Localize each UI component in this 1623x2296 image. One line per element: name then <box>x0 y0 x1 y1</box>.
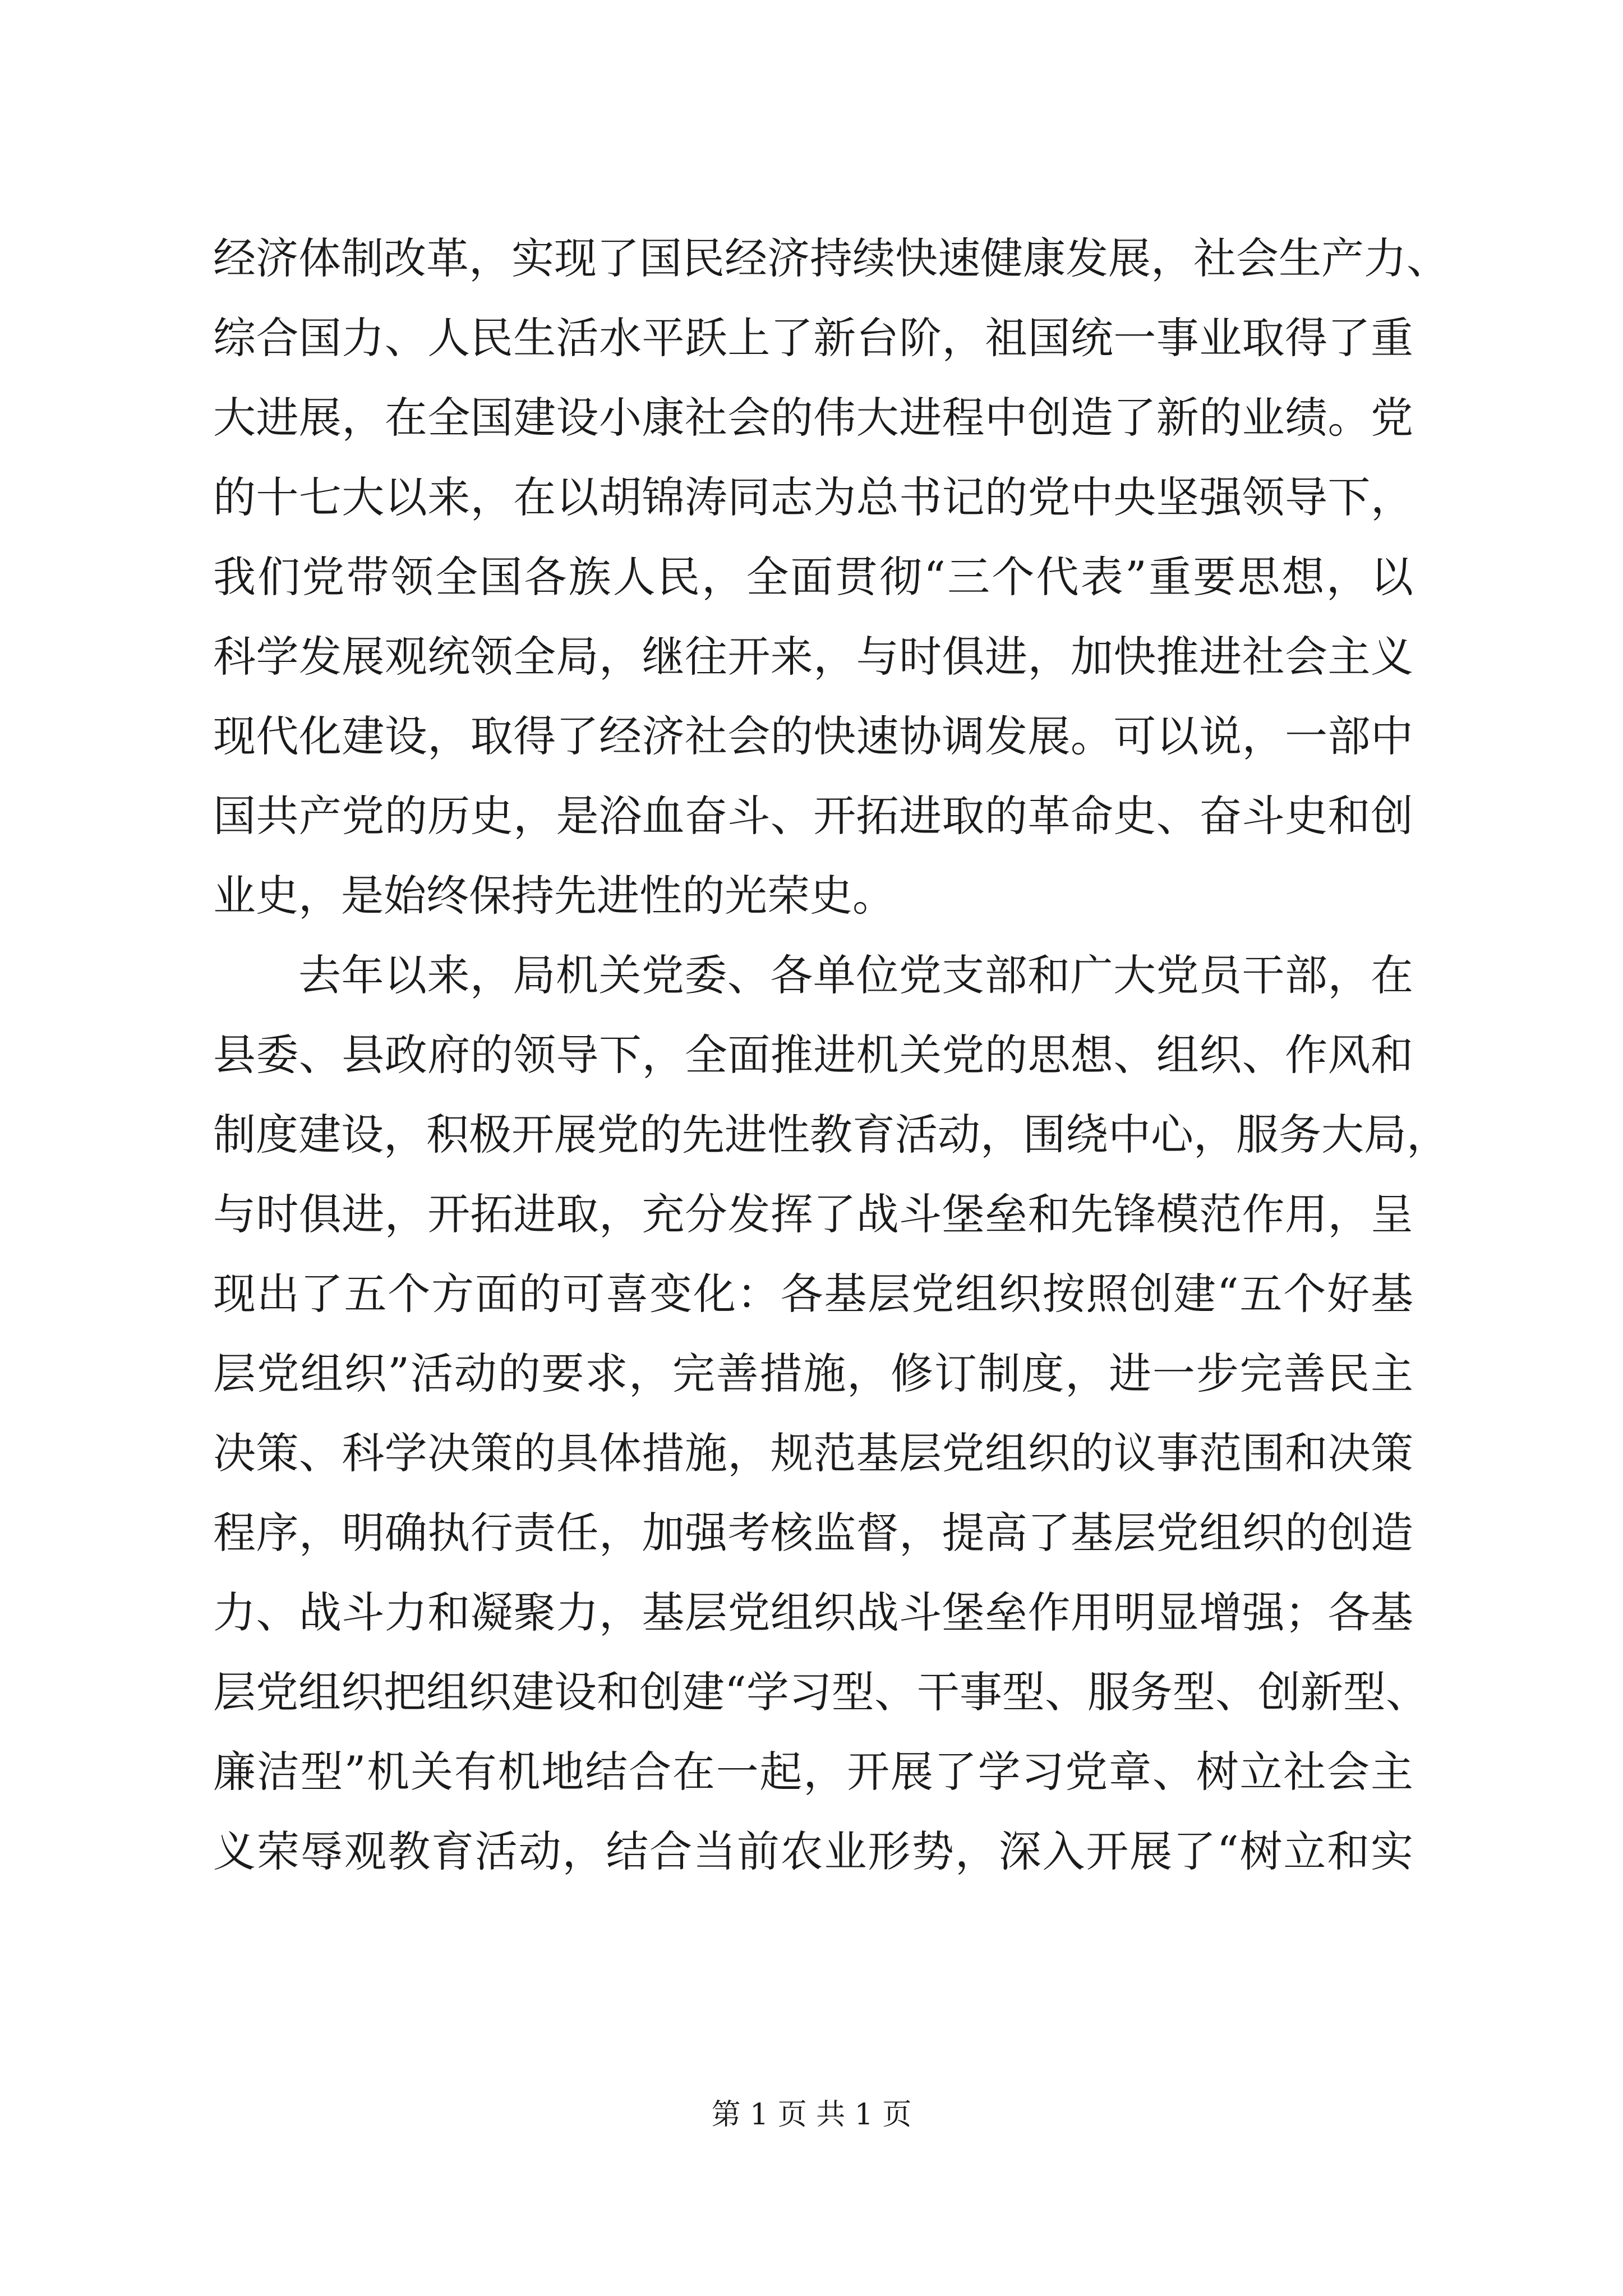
text-line: 我们党带领全国各族人民，全面贯彻“三个代表”重要思想，以 <box>213 552 1413 602</box>
text-line: 县委、县政府的领导下，全面推进机关党的思想、组织、作风和 <box>213 1030 1413 1080</box>
text-line: 程序，明确执行责任，加强考核监督，提高了基层党组织的创造 <box>213 1508 1413 1558</box>
text-line: 大进展，在全国建设小康社会的伟大进程中创造了新的业绩。党 <box>213 393 1413 443</box>
text-line: 国共产党的历史，是浴血奋斗、开拓进取的革命史、奋斗史和创 <box>213 791 1413 841</box>
text-line: 业史，是始终保持先进性的光荣史。 <box>213 871 895 921</box>
text-line: 科学发展观统领全局，继往开来，与时俱进，加快推进社会主义 <box>213 632 1413 682</box>
text-line: 现出了五个方面的可喜变化：各基层党组织按照创建“五个好基 <box>213 1269 1413 1319</box>
text-line: 决策、科学决策的具体措施，规范基层党组织的议事范围和决策 <box>213 1428 1413 1478</box>
paragraph-1 <box>213 219 1449 936</box>
text-line: 层党组织把组织建设和创建“学习型、干事型、服务型、创新型、 <box>213 1667 1428 1717</box>
text-line: 制度建设，积极开展党的先进性教育活动，围绕中心，服务大局， <box>213 1110 1449 1159</box>
text-line: 综合国力、人民生活水平跃上了新台阶，祖国统一事业取得了重 <box>213 313 1413 363</box>
text-line: 层党组织”活动的要求，完善措施，修订制度，进一步完善民主 <box>213 1349 1413 1398</box>
text-line: 力、战斗力和凝聚力，基层党组织战斗堡垒作用明显增强；各基 <box>213 1588 1413 1637</box>
page-number-footer: 第 1 页 共 1 页 <box>711 2098 912 2132</box>
text-line: 去年以来，局机关党委、各单位党支部和广大党员干部，在 <box>298 950 1413 1000</box>
text-line: 义荣辱观教育活动，结合当前农业形势，深入开展了“树立和实 <box>213 1826 1413 1876</box>
text-line: 的十七大以来，在以胡锦涛同志为总书记的党中央坚强领导下， <box>213 472 1413 522</box>
text-line: 现代化建设，取得了经济社会的快速协调发展。可以说，一部中 <box>213 711 1413 761</box>
text-line: 廉洁型”机关有机地结合在一起，开展了学习党章、树立社会主 <box>213 1747 1413 1797</box>
document-body <box>213 219 1449 1892</box>
paragraph-2 <box>213 936 1449 1892</box>
text-line: 经济体制改革，实现了国民经济持续快速健康发展，社会生产力、 <box>213 233 1449 283</box>
text-line: 与时俱进，开拓进取，充分发挥了战斗堡垒和先锋模范作用，呈 <box>213 1189 1413 1239</box>
